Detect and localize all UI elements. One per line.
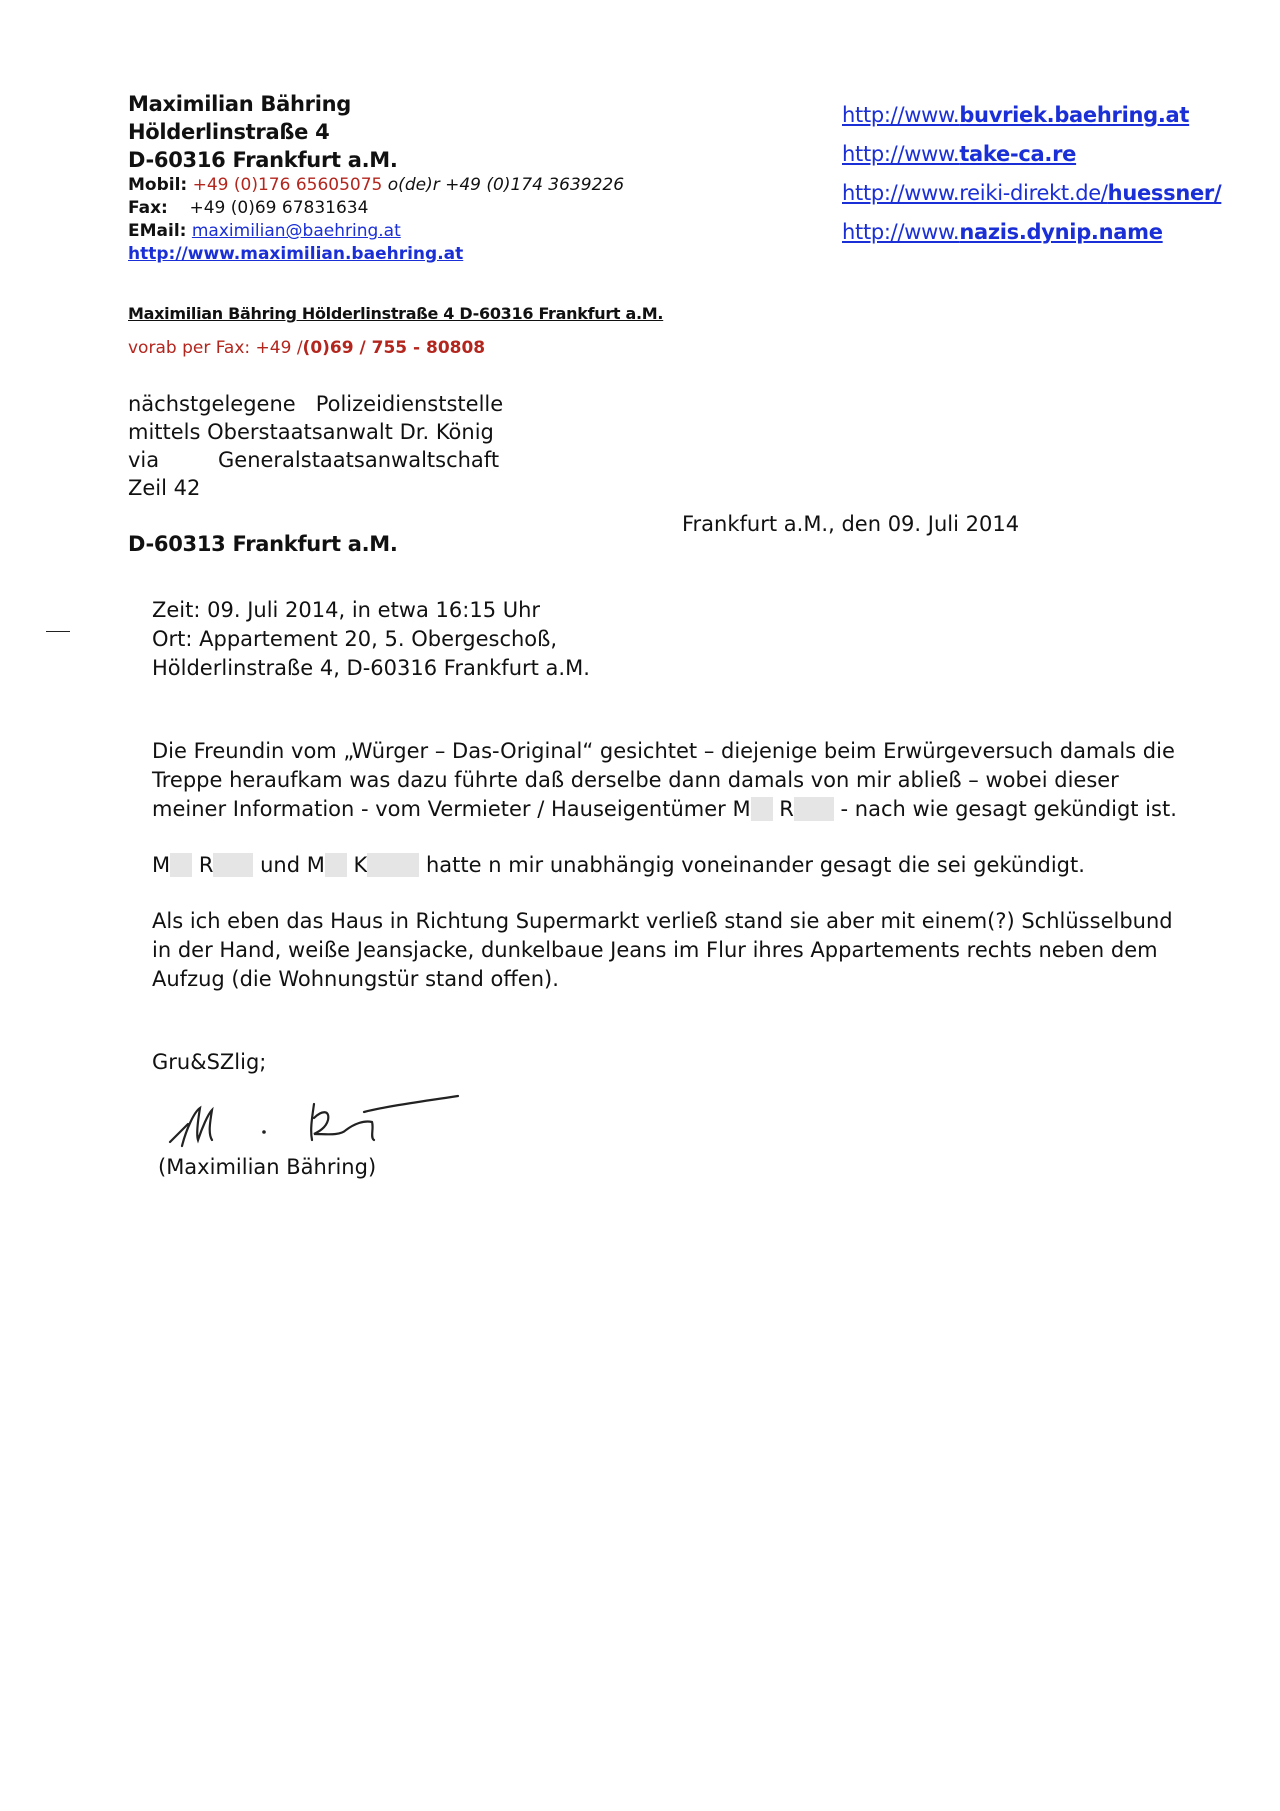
link-prefix[interactable]: http://www.reiki-direkt.de/ — [842, 181, 1108, 205]
paragraph-text: - nach wie gesagt gekündigt ist. — [840, 797, 1177, 821]
sender-mobile-line — [128, 174, 624, 197]
link-prefix[interactable]: http://www. — [842, 220, 960, 244]
mobile-number-1: +49 (0)176 65605075 — [192, 175, 383, 195]
recipient-city: D-60313 Frankfurt a.M. — [128, 532, 398, 556]
redaction — [751, 797, 773, 821]
paragraph-text: M — [152, 853, 171, 877]
link-prefix[interactable]: http://www. — [842, 103, 960, 127]
paragraph-text: K — [353, 853, 368, 877]
link-item[interactable] — [842, 100, 1221, 139]
paragraph-3: Als ich eben das Haus in Richtung Supermarkt verließ stand sie aber mit einem(?) Schlüsselbund in der Hand, weiße Jeansjacke, dunkelbaue Jeans im Flur ihres Appartements rechts neben dem Aufzug (die Wohnungstür stand offen). — [152, 909, 1173, 991]
recipient-line — [128, 390, 503, 418]
redaction — [213, 853, 253, 877]
recipient-block — [128, 390, 503, 502]
closing-name: (Maximilian Bähring) — [158, 1155, 377, 1179]
sender-city: D-60316 Frankfurt a.M. — [128, 148, 398, 172]
link-bold[interactable]: nazis.dynip.name — [959, 220, 1163, 244]
fax-note-prefix: vorab per Fax: +49 / — [128, 338, 303, 358]
meta-time: Zeit: 09. Juli 2014, in etwa 16:15 Uhr — [152, 598, 541, 622]
letter-date: Frankfurt a.M., den 09. Juli 2014 — [682, 512, 1020, 536]
paragraph-2 — [152, 851, 1192, 880]
fax-note — [128, 338, 485, 358]
sender-name: Maximilian Bähring — [128, 92, 351, 116]
recipient-word: nächstgelegene — [128, 392, 296, 416]
website-link[interactable]: http://www.maximilian.baehring.at — [128, 244, 464, 264]
sender-street: Hölderlinstraße 4 — [128, 120, 330, 144]
paragraph-text: und M — [260, 853, 325, 877]
redaction — [367, 853, 419, 877]
mobile-or: o(de)r — [387, 175, 440, 195]
sender-block — [128, 90, 624, 266]
meta-address: Hölderlinstraße 4, D-60316 Frankfurt a.M. — [152, 656, 590, 680]
return-address: Maximilian Bähring Hölderlinstraße 4 D-60316 Frankfurt a.M. — [128, 304, 664, 323]
link-item[interactable] — [842, 139, 1221, 178]
recipient-line — [128, 446, 503, 474]
fax-label: Fax: — [128, 198, 168, 218]
email-link[interactable]: maximilian@baehring.at — [191, 221, 401, 241]
link-bold[interactable]: huessner — [1107, 181, 1214, 205]
sender-email-line — [128, 220, 624, 243]
sender-fax-line — [128, 197, 624, 220]
paragraph-text: Die Freundin vom „Würger – Das-Original“ gesichtet – diejenige beim Erwürgeversuch damals die Treppe heraufkam was dazu führte daß derselbe dann damals von mir abließ – wobei dieser meiner Information - vom Vermieter / Hauseigentümer M — [152, 739, 1175, 821]
links-list — [842, 100, 1221, 256]
paragraph-1 — [152, 737, 1192, 824]
signature — [168, 1090, 468, 1152]
incident-meta — [152, 596, 590, 683]
link-bold[interactable]: take-ca.re — [959, 142, 1077, 166]
fax-note-number: (0)69 / 755 - 80808 — [302, 338, 486, 358]
redaction — [325, 853, 347, 877]
meta-place: Ort: Appartement 20, 5. Obergeschoß, — [152, 627, 558, 651]
fax-number: +49 (0)69 67831634 — [189, 198, 369, 218]
paragraph-text: hatte n mir unabhängig voneinander gesagt die sei gekündigt. — [426, 853, 1085, 877]
email-label: EMail: — [128, 221, 187, 241]
recipient-word: Generalstaatsanwaltschaft — [218, 448, 500, 472]
mobile-number-2: +49 (0)174 3639226 — [445, 175, 625, 195]
link-suffix[interactable]: / — [1213, 181, 1222, 205]
link-item[interactable] — [842, 178, 1221, 217]
redaction — [794, 797, 834, 821]
mobile-label: Mobil: — [128, 175, 188, 195]
sender-website-line — [128, 243, 624, 266]
paragraph-text: R — [198, 853, 214, 877]
greeting: Gru&SZlig; — [152, 1050, 267, 1074]
fold-mark — [46, 631, 70, 632]
paragraph-text: R — [779, 797, 794, 821]
recipient-line: Zeil 42 — [128, 476, 201, 500]
recipient-line: mittels Oberstaatsanwalt Dr. König — [128, 420, 494, 444]
recipient-word: via — [128, 448, 160, 472]
link-bold[interactable]: buvriek.baehring.at — [959, 103, 1190, 127]
redaction — [170, 853, 192, 877]
link-item[interactable] — [842, 217, 1221, 256]
recipient-word: Polizeidienststelle — [315, 392, 504, 416]
link-prefix[interactable]: http://www. — [842, 142, 960, 166]
